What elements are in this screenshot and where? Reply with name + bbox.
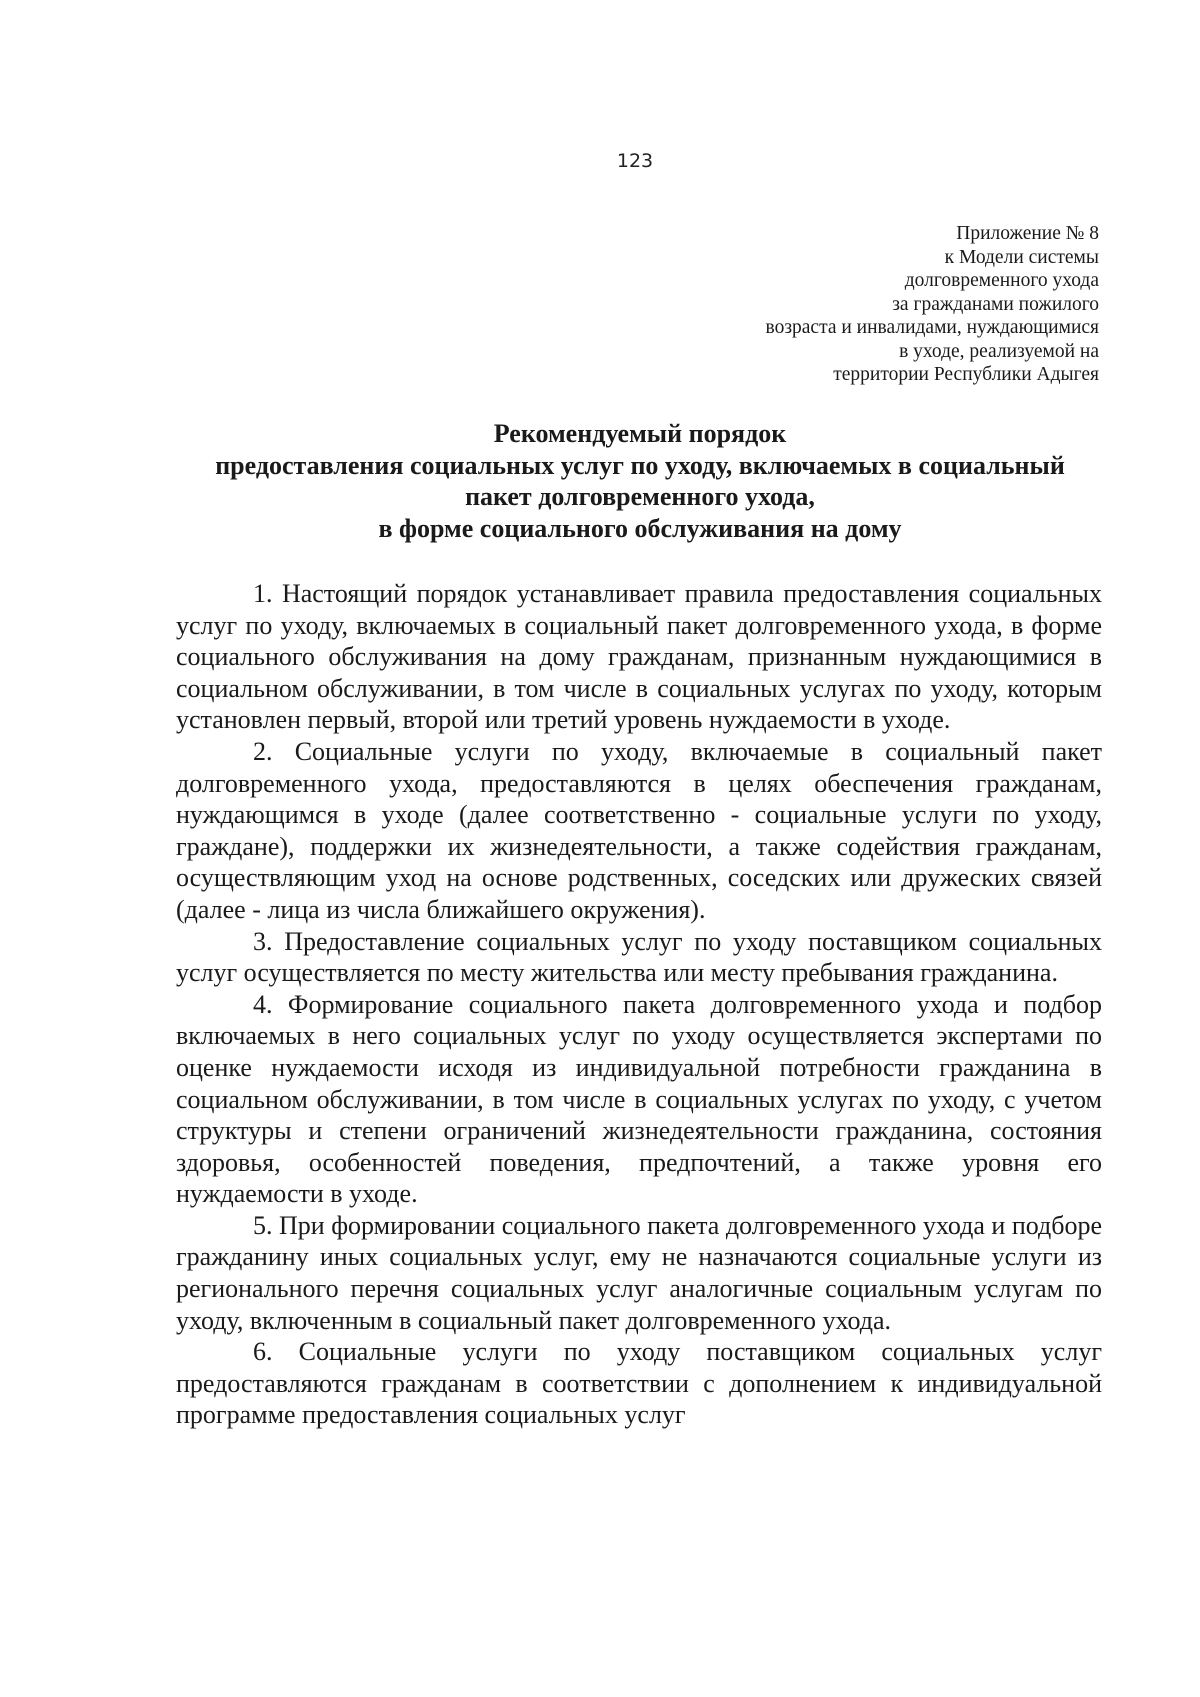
appendix-reference xyxy=(619,222,1099,387)
document-title xyxy=(175,418,1105,544)
paragraph-6: 6. Социальные услуги по уходу поставщиком социальных услуг предоставляются гражданам в соответствии с дополнением к индивидуальной программе предоставления социальных услуг xyxy=(176,1337,1102,1430)
appendix-line: долговременного ухода xyxy=(904,270,1099,291)
title-line: в форме социального обслуживания на дому xyxy=(378,513,902,543)
appendix-line: за гражданами пожилого xyxy=(892,293,1099,315)
appendix-line: возраста и инвалидами, нуждающимися xyxy=(765,317,1099,338)
title-line: Рекомендуемый порядок xyxy=(493,419,787,448)
document-body xyxy=(176,578,1102,1431)
paragraph-2: 2. Социальные услуги по уходу, включаемые в социальный пакет долговременного ухода, предоставляются в целях обеспечения гражданам, нуждающимся в уходе (далее соответственно - социальные услуги по уходу, граждане), поддержки их жизнедеятельности, а также содействия гражданам, осуществляющим уход на основе родственных, соседских или дружеских связей (далее - лица из числа ближайшего окружения). xyxy=(176,736,1102,924)
appendix-line: в уходе, реализуемой на xyxy=(899,340,1099,362)
title-line: предоставления социальных услуг по уходу, включаемых в социальный xyxy=(215,450,1065,480)
paragraph-5: 5. При формировании социального пакета долговременного ухода и подборе гражданину иных социальных услуг, ему не назначаются социальные услуги из регионального перечня социальных услуг аналогичные социальным услугам по уходу, включенным в социальный пакет долговременного ухода. xyxy=(176,1210,1102,1335)
title-line: пакет долговременного ухода, xyxy=(465,482,815,511)
appendix-line: Приложение № 8 xyxy=(956,223,1099,244)
paragraph-3: 3. Предоставление социальных услуг по уходу поставщиком социальных услуг осуществляется по месту жительства или месту пребывания гражданина. xyxy=(176,926,1102,988)
appendix-line: территории Республики Адыгея xyxy=(833,364,1099,385)
paragraph-4: 4. Формирование социального пакета долговременного ухода и подбор включаемых в него социальных услуг по уходу осуществляется экспертами по оценке нуждаемости исходя из индивидуальной потребности гражданина в социальном обслуживании, в том числе в социальных услугах по уходу, с учетом структуры и степени ограничений жизнедеятельности гражданина, состояния здоровья, особенностей поведения, предпочтений, а также уровня его нуждаемости в уходе. xyxy=(176,989,1102,1209)
appendix-line: к Модели системы xyxy=(944,246,1099,268)
paragraph-1: 1. Настоящий порядок устанавливает правила предоставления социальных услуг по уходу, включаемых в социальный пакет долговременного ухода, в форме социального обслуживания на дому гражданам, признанным нуждающимися в социальном обслуживании, в том числе в социальных услугах по уходу, которым установлен первый, второй или третий уровень нуждаемости в уходе. xyxy=(176,579,1102,735)
page-number: 123 xyxy=(616,150,654,172)
